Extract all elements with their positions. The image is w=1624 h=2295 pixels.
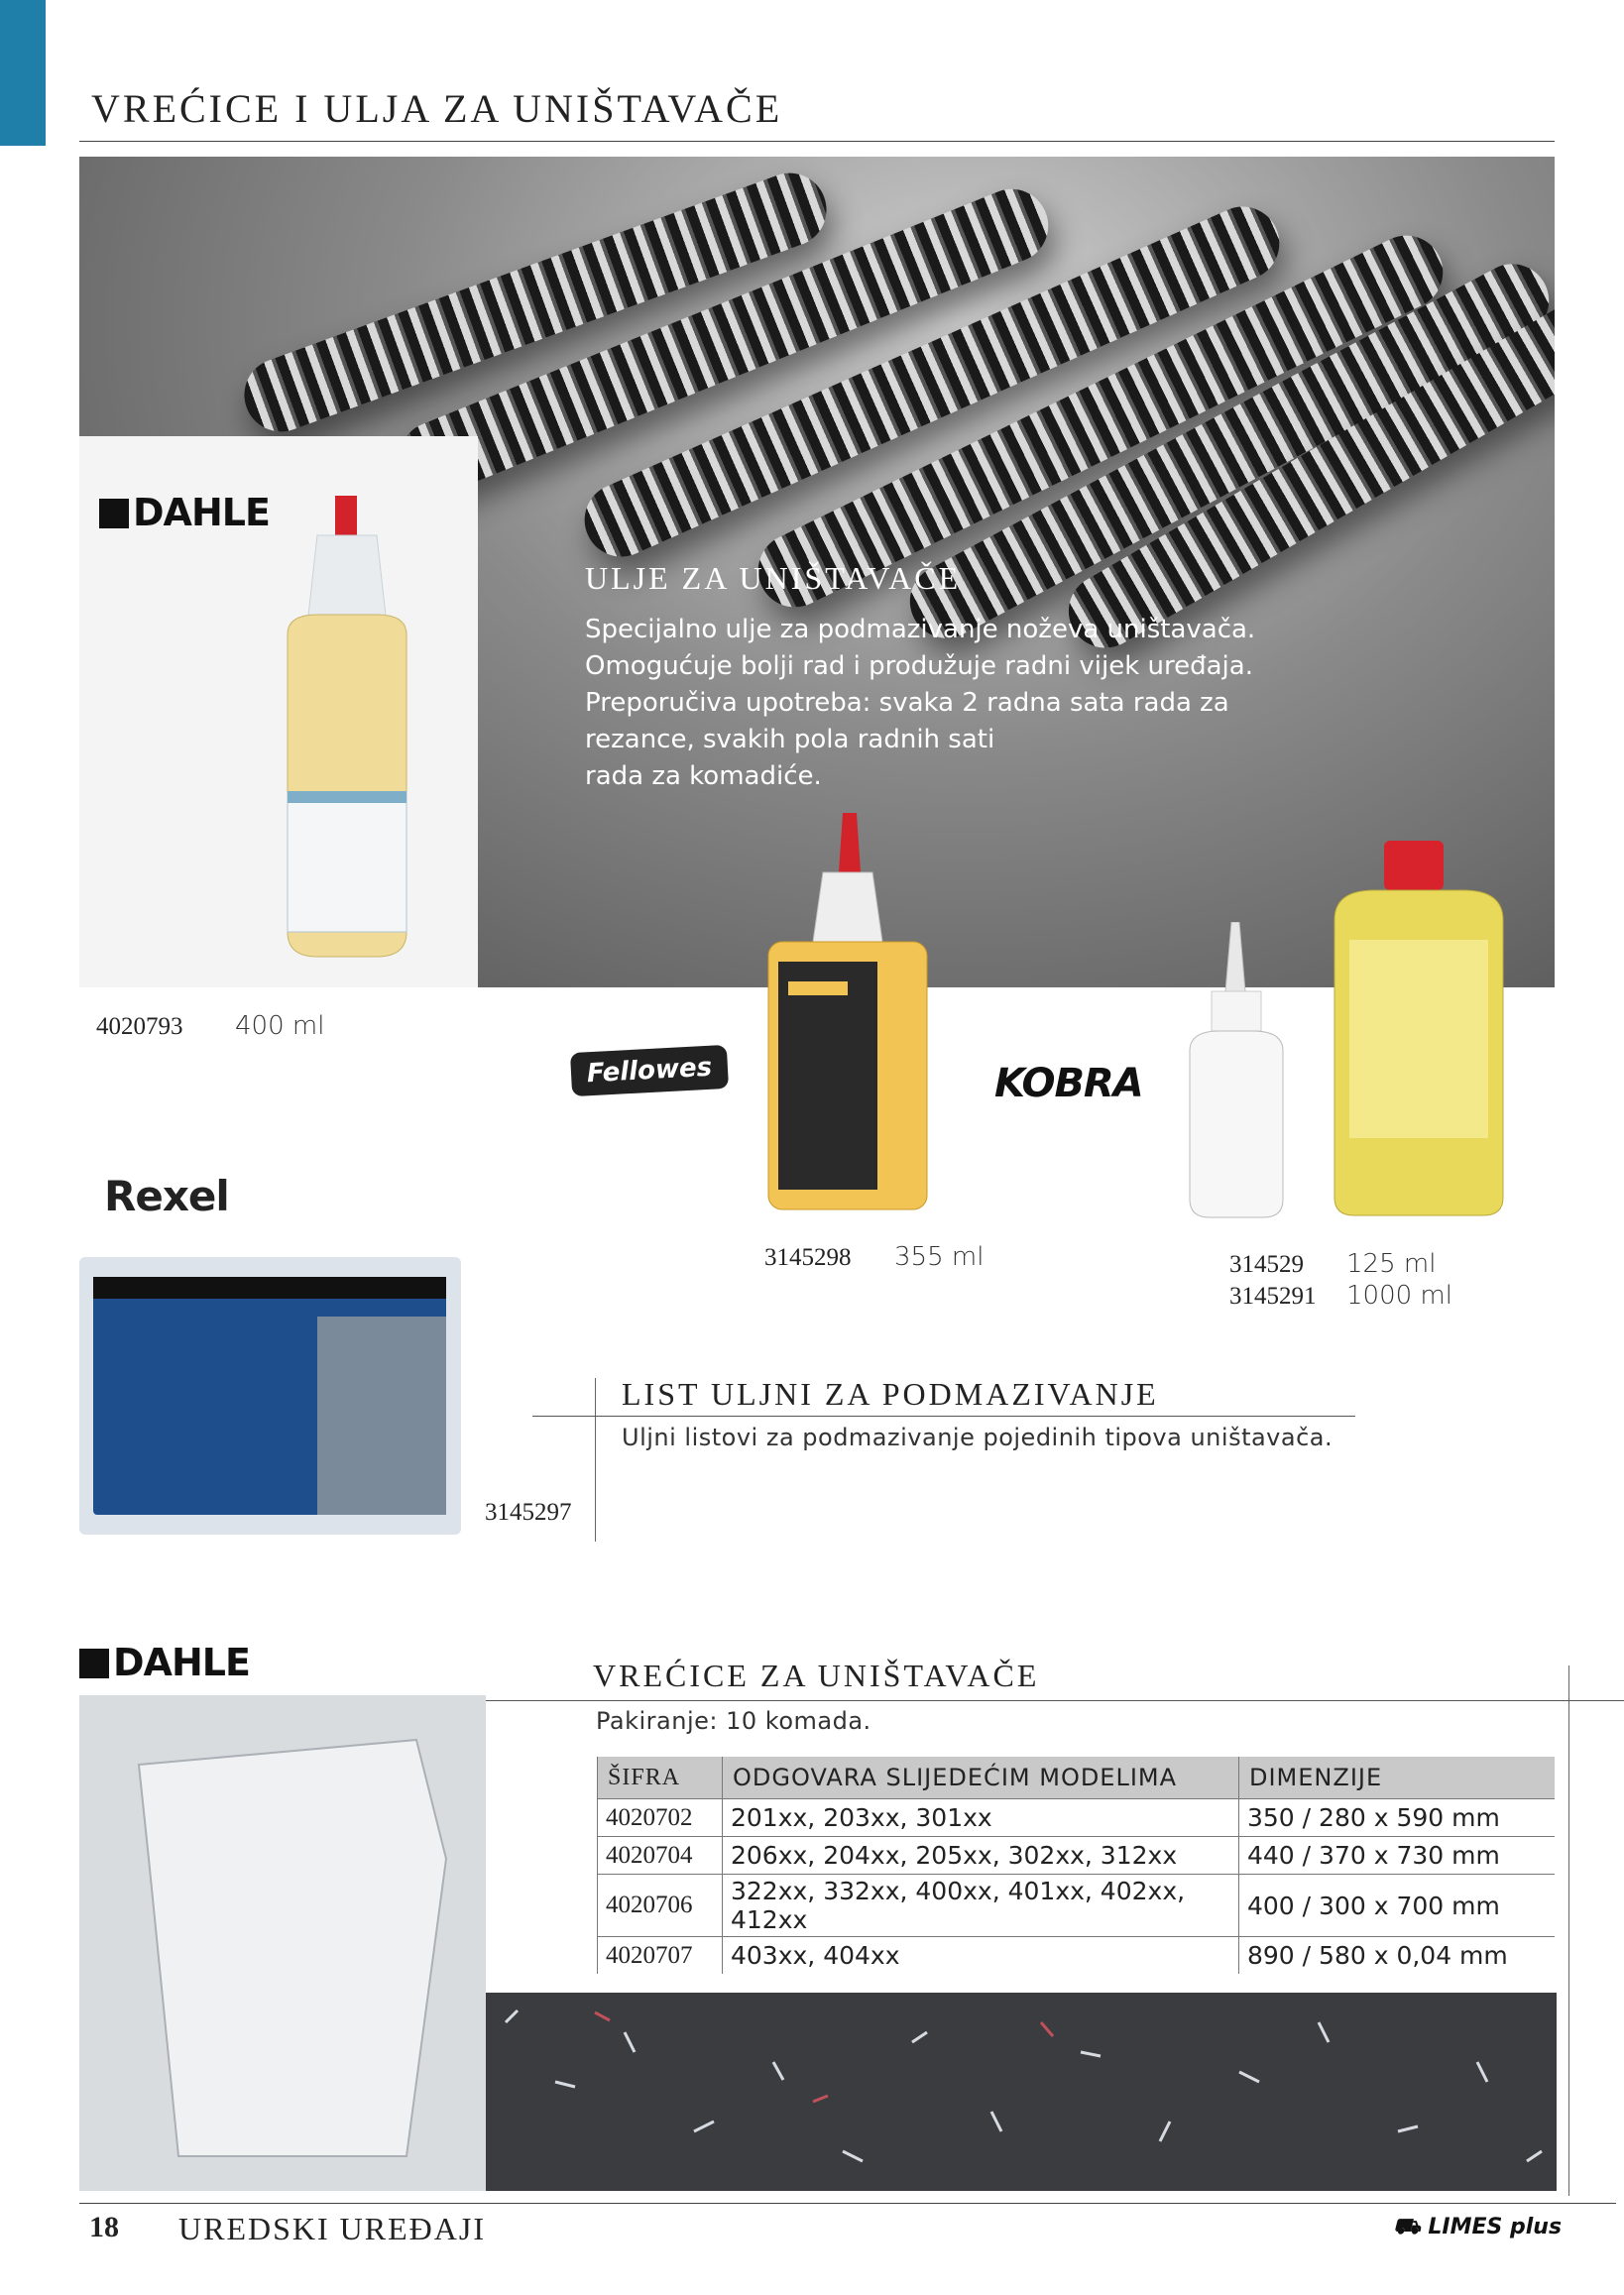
fellowes-oil-bottle — [763, 813, 932, 1214]
kobra-large-volume: 1000 ml — [1346, 1281, 1452, 1311]
sheets-vertical-rule — [595, 1378, 596, 1542]
kobra-large-code: 3145291 — [1229, 1283, 1317, 1310]
fellowes-oil-code: 3145298 — [764, 1244, 852, 1271]
sheets-title: LIST ULJNI ZA PODMAZIVANJE — [622, 1376, 1159, 1412]
kobra-large-bottle — [1325, 841, 1513, 1217]
dahle-oil-bottle — [248, 496, 446, 962]
oil-line: rezance, svakih pola radnih sati — [585, 725, 995, 754]
models-cell: 322xx, 332xx, 400xx, 401xx, 402xx, 412xx — [723, 1875, 1239, 1937]
column-header: ŠIFRA — [598, 1757, 723, 1799]
dahle-oil-code: 4020793 — [96, 1013, 183, 1040]
page-number: 18 — [89, 2211, 119, 2243]
accent-bar — [0, 0, 46, 146]
code-cell: 4020702 — [598, 1799, 723, 1837]
limes-logo: ⛟ LIMES plus — [1393, 2215, 1563, 2239]
kobra-small-volume: 125 ml — [1346, 1249, 1437, 1279]
fellowes-oil-volume: 355 ml — [894, 1242, 985, 1272]
dimensions-cell: 440 / 370 x 730 mm — [1239, 1837, 1556, 1875]
kobra-small-bottle — [1182, 922, 1291, 1219]
models-cell: 206xx, 204xx, 205xx, 302xx, 312xx — [723, 1837, 1239, 1875]
oil-section-title: ULJE ZA UNIŠTAVAČE — [585, 560, 962, 596]
kobra-logo: KOBRA — [994, 1061, 1143, 1106]
kobra-small-code: 314529 — [1229, 1251, 1304, 1278]
sheets-divider — [532, 1416, 1355, 1417]
rexel-logo: Rexel — [104, 1172, 229, 1220]
bags-packaging: Pakiranje: 10 komada. — [596, 1707, 871, 1735]
table-row — [598, 1875, 1556, 1937]
code-cell: 4020707 — [598, 1937, 723, 1975]
section-name: UREDSKI UREĐAJI — [178, 2211, 486, 2246]
page-title: VREĆICE I ULJA ZA UNIŠTAVAČE — [91, 86, 783, 131]
oil-line: rada za komadiće. — [585, 761, 822, 791]
models-cell: 403xx, 404xx — [723, 1937, 1239, 1975]
shredder-bag-image — [79, 1695, 486, 2191]
bags-divider — [486, 1700, 1624, 1701]
bags-title: VREĆICE ZA UNIŠTAVAČE — [593, 1658, 1040, 1693]
code-cell: 4020706 — [598, 1875, 723, 1937]
sheets-description: Uljni listovi za podmazivanje pojedinih tipova uništavača. — [622, 1424, 1334, 1451]
shredded-paper-image — [486, 1993, 1557, 2191]
dimensions-cell: 890 / 580 x 0,04 mm — [1239, 1937, 1556, 1975]
rexel-sheets-pack — [79, 1257, 461, 1535]
dahle-bags-logo: DAHLE — [79, 1641, 250, 1684]
rexel-sheets-code: 3145297 — [485, 1499, 572, 1526]
title-divider — [79, 141, 1555, 142]
column-header: DIMENZIJE — [1239, 1757, 1556, 1799]
oil-line: Omogućuje bolji rad i produžuje radni vijek uređaja. — [585, 651, 1253, 681]
models-cell: 201xx, 203xx, 301xx — [723, 1799, 1239, 1837]
bags-vertical-rule — [1568, 1665, 1569, 2196]
oil-description — [585, 612, 1338, 795]
dahle-logo: DAHLE — [99, 491, 270, 534]
oil-line: Preporučiva upotreba: svaka 2 radna sata rada za — [585, 688, 1229, 718]
table-header-row — [598, 1757, 1556, 1799]
dahle-oil-volume: 400 ml — [235, 1011, 325, 1041]
table-row — [598, 1937, 1556, 1975]
bags-table — [597, 1757, 1555, 1974]
fellowes-logo: Fellowes — [570, 1045, 729, 1096]
dahle-oil-panel — [79, 436, 478, 987]
table-row — [598, 1799, 1556, 1837]
table-row — [598, 1837, 1556, 1875]
code-cell: 4020704 — [598, 1837, 723, 1875]
column-header: ODGOVARA SLIJEDEĆIM MODELIMA — [723, 1757, 1239, 1799]
footer-divider — [79, 2203, 1616, 2204]
truck-icon: ⛟ — [1393, 2215, 1421, 2239]
oil-line: Specijalno ulje za podmazivanje noževa uništavača. — [585, 615, 1256, 644]
dimensions-cell: 350 / 280 x 590 mm — [1239, 1799, 1556, 1837]
dimensions-cell: 400 / 300 x 700 mm — [1239, 1875, 1556, 1937]
